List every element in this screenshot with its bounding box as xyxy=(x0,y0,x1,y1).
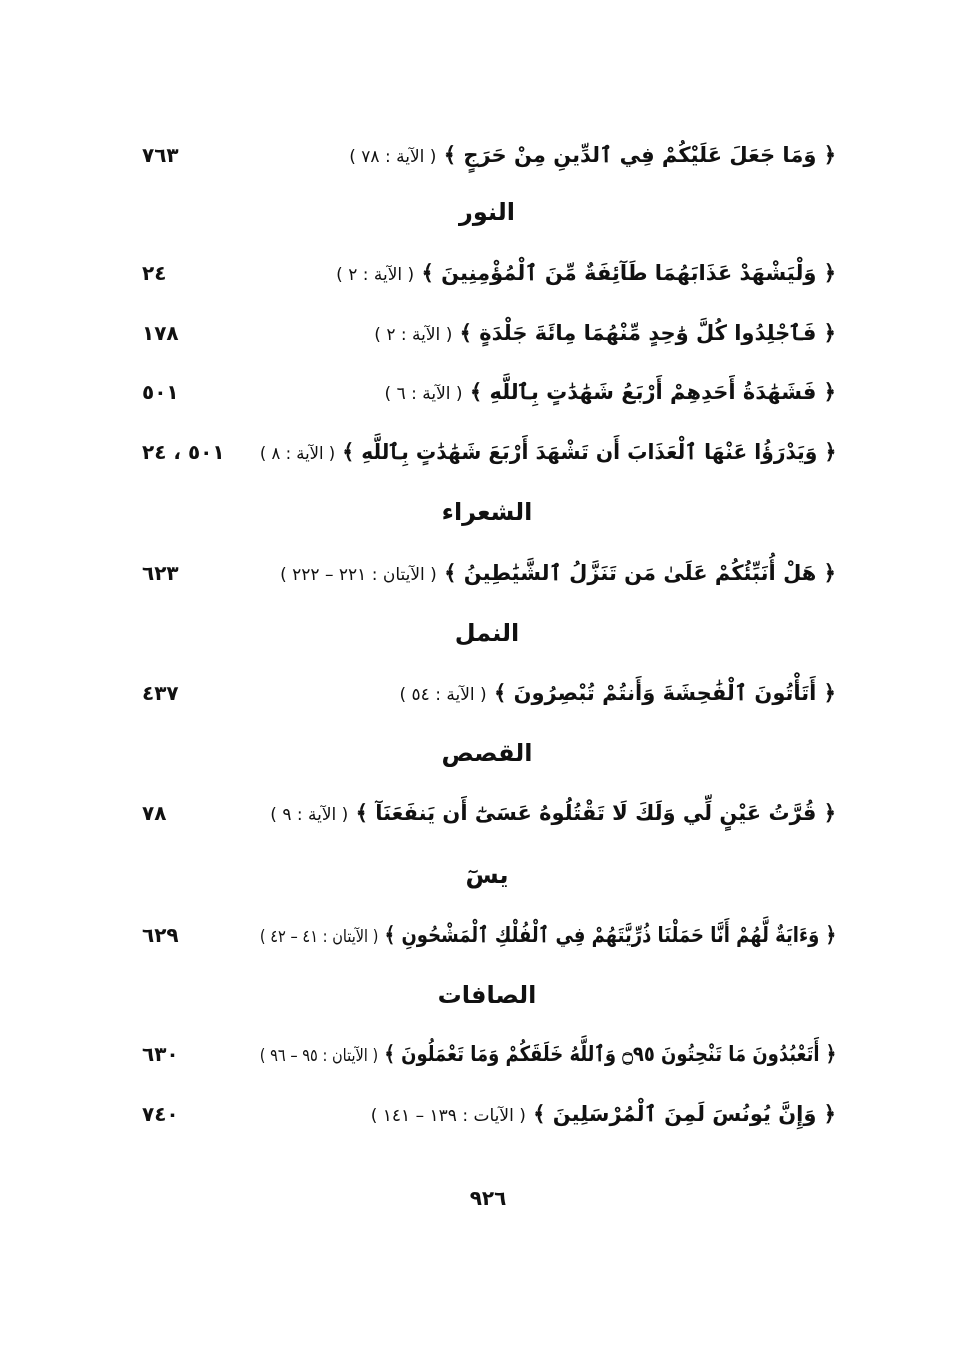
surah-heading: القصص xyxy=(441,739,533,767)
index-entry xyxy=(0,313,964,353)
surah-heading: الصافات xyxy=(437,981,537,1009)
verse-text: ﴿ وَمَا جَعَلَ عَلَيْكُمْ فِي ٱلدِّينِ مِنْ حَرَجٍ ﴾ xyxy=(443,143,836,167)
page-reference: ١٧٨ xyxy=(142,321,179,345)
page-number: ٩٢٦ xyxy=(469,1186,507,1210)
surah-heading: الشعراء xyxy=(441,498,533,526)
verse-text: ﴿ فَٱجْلِدُوا كُلَّ وَٰحِدٍ مِّنْهُمَا مِائَةَ جَلْدَةٍ ﴾ xyxy=(459,321,836,345)
verse-text: ﴿ أَتَأْتُونَ ٱلْفَٰحِشَةَ وَأَنتُمْ تُبْصِرُونَ ﴾ xyxy=(493,681,836,705)
page-reference: ٥٠١ xyxy=(142,380,179,404)
verse-entry xyxy=(259,1034,836,1076)
verse-reference: ( الآيتان : ٢٢١ – ٢٢٢ ) xyxy=(280,565,437,585)
verse-reference: ( الآية : ٦ ) xyxy=(384,384,463,404)
verse-text: ﴿ وَلْيَشْهَدْ عَذَابَهُمَا طَآئِفَةٌ مِّنَ ٱلْمُؤْمِنِينَ ﴾ xyxy=(421,261,836,285)
verse-reference: ( الآية : ٧٨ ) xyxy=(349,147,437,167)
verse-entry xyxy=(260,915,836,957)
verse-entry xyxy=(336,253,836,295)
index-entry xyxy=(0,253,964,293)
page-reference: ٤٣٧ xyxy=(142,681,179,705)
verse-text: ﴿ وَإِنَّ يُونُسَ لَمِنَ ٱلْمُرْسَلِينَ ﴾ xyxy=(533,1102,836,1126)
verse-reference: ( الآيتان : ٩٥ – ٩٦ ) xyxy=(259,1046,378,1066)
index-entry xyxy=(0,673,964,713)
verse-text: ﴿ هَلْ أُنَبِّئُكُمْ عَلَىٰ مَن تَنَزَّلُ ٱلشَّيَٰطِينُ ﴾ xyxy=(444,561,836,585)
page-reference: ٧٨ xyxy=(142,801,167,825)
page-reference: ٧٤٠ xyxy=(142,1102,179,1126)
verse-entry xyxy=(371,1094,836,1136)
index-entry xyxy=(0,432,964,472)
verse-text: ﴿ وَءَايَةٌ لَّهُمْ أَنَّا حَمَلْنَا ذُرِّيَّتَهُمْ فِي ٱلْفُلْكِ ٱلْمَشْحُونِ ﴾ xyxy=(384,923,836,947)
surah-heading: يسٓ xyxy=(465,861,509,889)
index-entry xyxy=(0,793,964,833)
verse-entry xyxy=(280,553,836,595)
page-reference: ٥٠١ ، ٢٤ xyxy=(142,440,225,464)
page-reference: ٦٣٠ xyxy=(142,1042,179,1066)
verse-reference: ( الآية : ٢ ) xyxy=(336,265,415,285)
verse-reference: ( الآية : ٨ ) xyxy=(259,444,335,464)
page-reference: ٦٢٣ xyxy=(142,561,179,585)
page-reference: ٧٦٣ xyxy=(142,143,179,167)
verse-entry xyxy=(349,135,836,177)
index-entry xyxy=(0,1034,964,1074)
surah-heading: النور xyxy=(459,198,515,226)
verse-reference: ( الآية : ٩ ) xyxy=(270,805,349,825)
verse-reference: ( الآية : ٢ ) xyxy=(374,325,453,345)
index-entry xyxy=(0,135,964,175)
verse-reference: ( الآيتان : ٤١ – ٤٢ ) xyxy=(259,927,379,947)
verse-entry xyxy=(400,673,837,715)
verse-text: ﴿ فَشَهَٰدَةُ أَحَدِهِمْ أَرْبَعُ شَهَٰدَٰتٍ بِٱللَّهِ ﴾ xyxy=(469,380,836,404)
page-reference: ٢٤ xyxy=(142,261,167,285)
index-entry xyxy=(0,1094,964,1134)
verse-entry xyxy=(260,432,836,474)
index-entry xyxy=(0,372,964,412)
verse-text: ﴿ قُرَّتُ عَيْنٍ لِّي وَلَكَ لَا تَقْتُلُوهُ عَسَىٰٓ أَن يَنفَعَنَآ ﴾ xyxy=(355,801,836,825)
verse-text: ﴿ أَتَعْبُدُونَ مَا تَنْحِتُونَ ۝٩٥ وَٱللَّهُ خَلَقَكُمْ وَمَا تَعْمَلُونَ ﴾ xyxy=(384,1042,836,1066)
index-entry xyxy=(0,553,964,593)
surah-heading: النمل xyxy=(454,619,520,647)
verse-reference: ( الآية : ٥٤ ) xyxy=(399,685,487,705)
verse-entry xyxy=(385,372,836,414)
verse-entry xyxy=(270,793,836,835)
verse-reference: ( الآيات : ١٣٩ – ١٤١ ) xyxy=(370,1106,526,1126)
verse-entry xyxy=(374,313,836,355)
index-entry xyxy=(0,915,964,955)
verse-text: ﴿ وَيَدْرَؤُا عَنْهَا ٱلْعَذَابَ أَن تَشْهَدَ أَرْبَعَ شَهَٰدَٰتٍ بِٱللَّهِ ﴾ xyxy=(341,440,836,464)
page-reference: ٦٢٩ xyxy=(142,923,179,947)
